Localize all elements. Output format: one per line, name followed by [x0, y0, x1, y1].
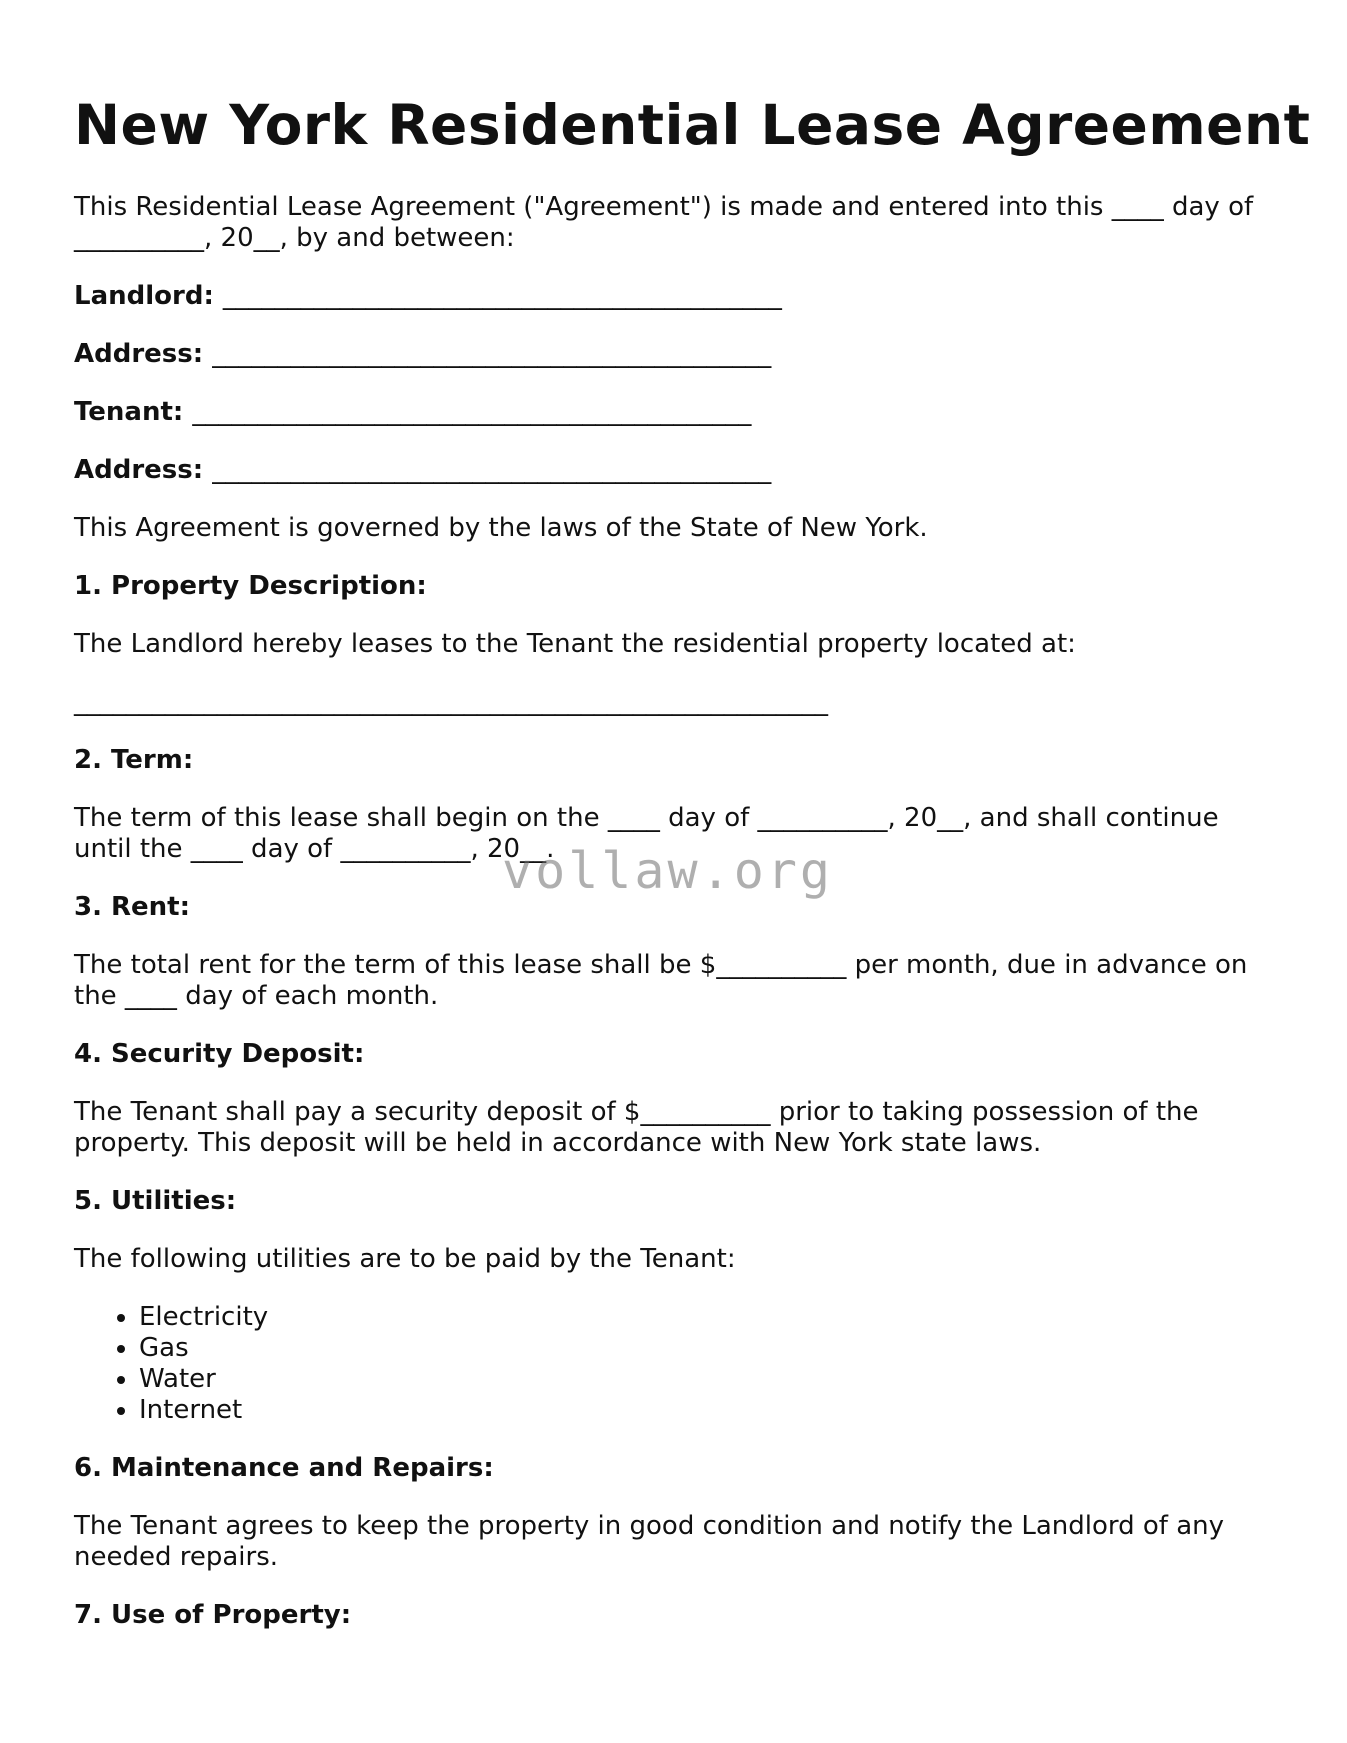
tenant-field [74, 397, 1284, 428]
maintenance-paragraph: The Tenant agrees to keep the property in good condition and notify the Landlord of any needed repairs. [74, 1511, 1224, 1572]
tenant-address-label: Address: [74, 455, 204, 485]
landlord-field [74, 281, 1284, 312]
watermark: vollaw.org [502, 842, 834, 900]
document-title: New York Residential Lease Agreement [74, 93, 1311, 157]
landlord-address-label: Address: [74, 339, 204, 369]
governing-law-paragraph: This Agreement is governed by the laws of the State of New York. [74, 513, 928, 543]
landlord-address-field [74, 339, 1284, 370]
utilities-paragraph: The following utilities are to be paid by the Tenant: [74, 1244, 736, 1274]
deposit-heading: 4. Security Deposit: [74, 1039, 365, 1069]
deposit-paragraph: The Tenant shall pay a security deposit of $__________ prior to taking possession of the property. This deposit will be held in accordance with New York state laws. [74, 1097, 1199, 1158]
term-heading: 2. Term: [74, 745, 194, 775]
maintenance-heading: 6. Maintenance and Repairs: [74, 1453, 494, 1483]
document-body [74, 192, 1284, 1658]
list-item: • Electricity [139, 1302, 1284, 1333]
rent-paragraph: The total rent for the term of this lease shall be $__________ per month, due in advance on the ____ day of each month. [74, 950, 1248, 1011]
list-item: • Water [139, 1364, 1284, 1395]
tenant-blank: ___________________________________________ [192, 397, 752, 427]
utilities-list [74, 1302, 1284, 1426]
list-item: • Gas [139, 1333, 1284, 1364]
landlord-blank: ___________________________________________ [222, 281, 782, 311]
property-heading: 1. Property Description: [74, 571, 427, 601]
use-heading: 7. Use of Property: [74, 1600, 352, 1630]
landlord-label: Landlord: [74, 281, 214, 311]
term-paragraph: The term of this lease shall begin on the ____ day of __________, 20__, and shall continue until the ____ day of __________, 20__. [74, 803, 1219, 864]
tenant-address-field [74, 455, 1284, 486]
tenant-label: Tenant: [74, 397, 184, 427]
landlord-address-blank: ___________________________________________ [212, 339, 772, 369]
utilities-heading: 5. Utilities: [74, 1186, 237, 1216]
property-paragraph: The Landlord hereby leases to the Tenant the residential property located at: [74, 629, 1076, 659]
rent-heading: 3. Rent: [74, 892, 191, 922]
property-address-blank: __________________________________________________________ [74, 687, 828, 717]
list-item: • Internet [139, 1395, 1284, 1426]
tenant-address-blank: ___________________________________________ [212, 455, 772, 485]
intro-paragraph: This Residential Lease Agreement ("Agreement") is made and entered into this ____ day of __________, 20__, by and between: [74, 192, 1254, 253]
